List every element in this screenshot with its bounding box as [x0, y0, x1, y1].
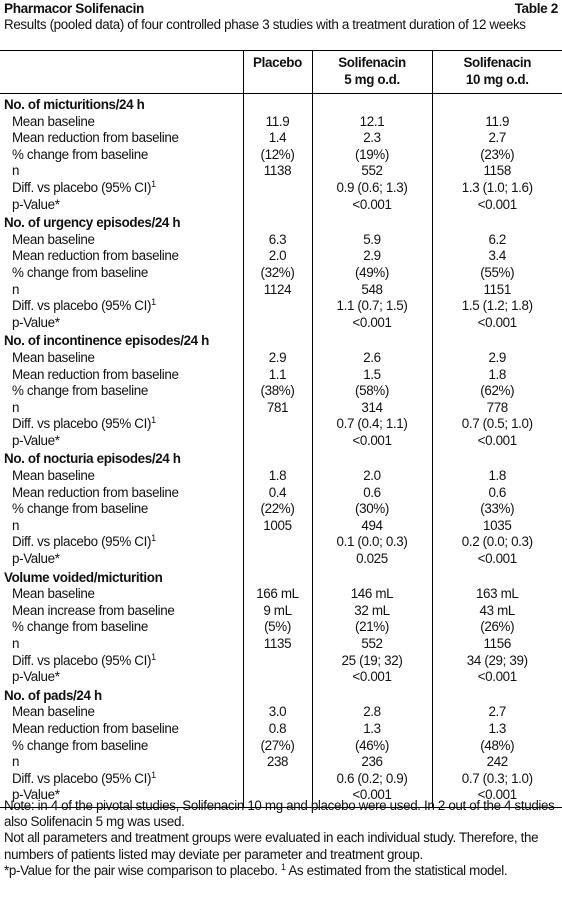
- row-value: 1135: [243, 636, 312, 653]
- table-row: [0, 653, 562, 670]
- row-value: (27%): [243, 738, 312, 755]
- row-value: (19%): [312, 147, 432, 164]
- row-label: % change from baseline: [12, 737, 148, 753]
- table-body: [0, 94, 562, 808]
- row-label: p-Value*: [0, 787, 243, 807]
- row-value: 34 (29; 39): [432, 653, 562, 670]
- row-value: 2.3: [312, 130, 432, 147]
- footnote-marker: 1: [151, 651, 156, 662]
- group-header-row: [0, 213, 562, 232]
- row-value: 1.4: [243, 130, 312, 147]
- group-header-row: [0, 94, 562, 114]
- row-value: [243, 197, 312, 214]
- row-value: 2.9: [312, 248, 432, 265]
- table-row: [0, 130, 562, 147]
- row-label: Mean reduction from baseline: [12, 366, 179, 382]
- row-value: 1.8: [432, 468, 562, 485]
- row-value: 25 (19; 32): [312, 653, 432, 670]
- row-value: 1156: [432, 636, 562, 653]
- row-value: 12.1: [312, 114, 432, 131]
- row-value: <0.001: [312, 433, 432, 450]
- row-value: (23%): [432, 147, 562, 164]
- row-label: Mean baseline: [12, 113, 95, 129]
- row-value: 2.6: [312, 350, 432, 367]
- table-row: [0, 619, 562, 636]
- table-row: [0, 367, 562, 384]
- results-table: [0, 50, 562, 808]
- row-value: 2.7: [432, 704, 562, 721]
- table-row: [0, 603, 562, 620]
- row-value: 1.8: [243, 468, 312, 485]
- table-row: [0, 721, 562, 738]
- row-label: n: [12, 163, 20, 179]
- table-row: [0, 298, 562, 315]
- row-label: Diff. vs placebo (95% CI)$^1$: [12, 533, 156, 550]
- row-value: 1.3 (1.0; 1.6): [432, 180, 562, 197]
- row-value: 6.2: [432, 232, 562, 249]
- row-label: n: [12, 399, 20, 415]
- footnote-marker: 1: [151, 415, 156, 426]
- row-value: [243, 669, 312, 686]
- group-header-empty-cell: [243, 94, 312, 114]
- group-header-row: [0, 686, 562, 705]
- row-label: Mean reduction from baseline: [12, 130, 179, 146]
- group-header-empty-cell: [432, 213, 562, 232]
- table-row: [0, 433, 562, 450]
- row-label: n: [12, 517, 20, 533]
- row-label: Mean baseline: [12, 468, 95, 484]
- row-value: (30%): [312, 501, 432, 518]
- row-value: 2.7: [432, 130, 562, 147]
- note-pivotal-studies: Note: in 4 of the pivotal studies, Solifenacin 10 mg and placebo were used. In 2 out of the 4 studies also Solifenacin 5 mg was used.: [4, 798, 555, 830]
- row-value: [243, 180, 312, 197]
- column-header-solifenacin-10mg: Solifenacin 10 mg o.d.: [432, 51, 562, 94]
- group-header-empty-cell: [243, 213, 312, 232]
- row-value: 242: [432, 754, 562, 771]
- table-row: [0, 163, 562, 180]
- row-value: 32 mL: [312, 603, 432, 620]
- row-value: 494: [312, 518, 432, 535]
- row-value: 3.4: [432, 248, 562, 265]
- row-value: 1035: [432, 518, 562, 535]
- row-value: (33%): [432, 501, 562, 518]
- row-value: [243, 416, 312, 433]
- table-row: [0, 197, 562, 214]
- table-row: [0, 534, 562, 551]
- table-row: [0, 636, 562, 653]
- row-label: Diff. vs placebo (95% CI)$^1$: [12, 651, 156, 668]
- column-header-solifenacin-5mg: Solifenacin 5 mg o.d.: [312, 51, 432, 94]
- row-label: % change from baseline: [12, 501, 148, 517]
- group-title: No. of nocturia episodes/24 h: [4, 451, 181, 467]
- row-value: <0.001: [432, 433, 562, 450]
- group-header-empty-cell: [312, 568, 432, 587]
- row-value: [243, 315, 312, 332]
- row-value: 552: [312, 163, 432, 180]
- row-value: (12%): [243, 147, 312, 164]
- table-row: [0, 468, 562, 485]
- row-label: % change from baseline: [12, 264, 148, 280]
- row-value: 1.8: [432, 367, 562, 384]
- row-value: <0.001: [432, 315, 562, 332]
- row-value: 0.025: [312, 551, 432, 568]
- row-value: (48%): [432, 738, 562, 755]
- row-value: [243, 653, 312, 670]
- group-header-empty-cell: [312, 686, 432, 705]
- table-row: [0, 754, 562, 771]
- footnote-marker: 1: [151, 769, 156, 780]
- row-label: Diff. vs placebo (95% CI)$^1$: [12, 415, 156, 432]
- row-value: 146 mL: [312, 586, 432, 603]
- group-title: No. of incontinence episodes/24 h: [4, 333, 209, 349]
- row-value: (55%): [432, 265, 562, 282]
- row-label: % change from baseline: [12, 383, 148, 399]
- row-value: (58%): [312, 383, 432, 400]
- row-value: 0.2 (0.0; 0.3): [432, 534, 562, 551]
- row-label: Mean baseline: [12, 231, 95, 247]
- row-value: [243, 771, 312, 788]
- row-value: (5%): [243, 619, 312, 636]
- row-value: [243, 551, 312, 568]
- table-row: [0, 315, 562, 332]
- footnote-marker: 1: [151, 297, 156, 308]
- row-label: Mean reduction from baseline: [12, 248, 179, 264]
- row-value: 548: [312, 282, 432, 299]
- row-value: 1151: [432, 282, 562, 299]
- group-title: No. of pads/24 h: [4, 687, 102, 703]
- row-value: <0.001: [432, 551, 562, 568]
- row-value: 0.6 (0.2; 0.9): [312, 771, 432, 788]
- row-value: 1.3: [432, 721, 562, 738]
- row-value: 236: [312, 754, 432, 771]
- row-value: [243, 298, 312, 315]
- group-header-empty-cell: [312, 94, 432, 114]
- row-label: % change from baseline: [12, 619, 148, 635]
- row-value: <0.001: [432, 787, 562, 807]
- row-value: <0.001: [432, 197, 562, 214]
- table-row: [0, 248, 562, 265]
- row-label: Mean baseline: [12, 704, 95, 720]
- table-row: [0, 704, 562, 721]
- group-title: No. of urgency episodes/24 h: [4, 215, 181, 231]
- table-row: [0, 147, 562, 164]
- row-value: 5.9: [312, 232, 432, 249]
- document-title: Pharmacor Solifenacin: [4, 1, 144, 16]
- row-value: 238: [243, 754, 312, 771]
- row-value: <0.001: [312, 315, 432, 332]
- table-row: [0, 265, 562, 282]
- group-header-empty-cell: [432, 331, 562, 350]
- row-value: 9 mL: [243, 603, 312, 620]
- table-row: [0, 771, 562, 788]
- group-header-empty-cell: [243, 568, 312, 587]
- row-value: <0.001: [312, 669, 432, 686]
- row-value: 166 mL: [243, 586, 312, 603]
- row-value: <0.001: [312, 787, 432, 807]
- row-value: <0.001: [312, 197, 432, 214]
- row-value: 163 mL: [432, 586, 562, 603]
- row-value: 1138: [243, 163, 312, 180]
- row-value: 2.0: [312, 468, 432, 485]
- row-value: (38%): [243, 383, 312, 400]
- row-label: Diff. vs placebo (95% CI)$^1$: [12, 769, 156, 786]
- table-row: [0, 400, 562, 417]
- table-row: [0, 518, 562, 535]
- note-footnotes: *p-Value for the pair wise comparison to placebo. $^1$ As estimated from the statistical model.: [4, 861, 508, 878]
- group-header-empty-cell: [312, 449, 432, 468]
- group-header-empty-cell: [312, 213, 432, 232]
- row-value: <0.001: [432, 669, 562, 686]
- table-header: [4, 0, 558, 32]
- group-header-empty-cell: [432, 568, 562, 587]
- group-header-empty-cell: [432, 686, 562, 705]
- group-header-empty-cell: [243, 331, 312, 350]
- table-row: [0, 738, 562, 755]
- row-value: 1.5 (1.2; 1.8): [432, 298, 562, 315]
- row-value: 314: [312, 400, 432, 417]
- table-row: [0, 232, 562, 249]
- row-label: n: [12, 636, 20, 651]
- table-row: [0, 383, 562, 400]
- row-value: 1.3: [312, 721, 432, 738]
- column-header-row: [0, 51, 562, 94]
- row-label: n: [12, 281, 20, 297]
- row-value: 6.3: [243, 232, 312, 249]
- row-label: n: [12, 754, 20, 770]
- row-value: 1158: [432, 163, 562, 180]
- row-label: p-Value*: [12, 669, 60, 685]
- table-row: [0, 350, 562, 367]
- row-value: 2.0: [243, 248, 312, 265]
- row-value: 43 mL: [432, 603, 562, 620]
- row-value: 0.6: [312, 485, 432, 502]
- row-value: 1124: [243, 282, 312, 299]
- row-label: p-Value*: [12, 432, 60, 448]
- row-value: 0.8: [243, 721, 312, 738]
- table-row: [0, 485, 562, 502]
- row-value: (26%): [432, 619, 562, 636]
- group-header-empty-cell: [243, 686, 312, 705]
- row-value: (62%): [432, 383, 562, 400]
- group-header-empty-cell: [243, 449, 312, 468]
- row-label: Mean increase from baseline: [12, 602, 175, 618]
- row-value: 2.8: [312, 704, 432, 721]
- table-row: [0, 501, 562, 518]
- group-header-row: [0, 568, 562, 587]
- group-header-empty-cell: [432, 94, 562, 114]
- row-value: 0.9 (0.6; 1.3): [312, 180, 432, 197]
- group-header-empty-cell: [312, 331, 432, 350]
- row-label: Mean reduction from baseline: [12, 720, 179, 736]
- table-row: [0, 114, 562, 131]
- row-label: p-Value*: [12, 196, 60, 212]
- table-label: Table 2: [514, 1, 558, 16]
- row-value: 2.9: [243, 350, 312, 367]
- row-value: 0.7 (0.5; 1.0): [432, 416, 562, 433]
- group-header-row: [0, 449, 562, 468]
- table-row: [0, 551, 562, 568]
- row-value: (22%): [243, 501, 312, 518]
- row-value: 1.1: [243, 367, 312, 384]
- column-header-label: [0, 51, 243, 94]
- row-label: Diff. vs placebo (95% CI)$^1$: [12, 297, 156, 314]
- row-value: (49%): [312, 265, 432, 282]
- row-value: 0.7 (0.3; 1.0): [432, 771, 562, 788]
- row-value: 1.5: [312, 367, 432, 384]
- row-value: 0.7 (0.4; 1.1): [312, 416, 432, 433]
- row-value: 1.1 (0.7; 1.5): [312, 298, 432, 315]
- row-value: [243, 534, 312, 551]
- row-value: 0.1 (0.0; 0.3): [312, 534, 432, 551]
- row-value: 11.9: [243, 114, 312, 131]
- table-row: [0, 282, 562, 299]
- row-label: Diff. vs placebo (95% CI)$^1$: [12, 178, 156, 195]
- note-parameters: Not all parameters and treatment groups were evaluated in each individual study. Therefore, the numbers of patients listed may deviate per parameter and treatment group.: [4, 830, 539, 862]
- row-label: p-Value*: [12, 314, 60, 330]
- table-row: [0, 586, 562, 603]
- group-title: No. of micturitions/24 h: [4, 97, 145, 112]
- row-value: 0.4: [243, 485, 312, 502]
- row-value: 0.6: [432, 485, 562, 502]
- table-row: [0, 180, 562, 197]
- footnote-marker: 1: [151, 533, 156, 544]
- group-header-empty-cell: [432, 449, 562, 468]
- row-value: 3.0: [243, 704, 312, 721]
- row-label: Mean reduction from baseline: [12, 484, 179, 500]
- title-row: [4, 0, 558, 17]
- row-value: (32%): [243, 265, 312, 282]
- row-value: 781: [243, 400, 312, 417]
- table-row: [0, 669, 562, 686]
- row-value: 778: [432, 400, 562, 417]
- table-subtitle: Results (pooled data) of four controlled phase 3 studies with a treatment duration of 12 weeks: [4, 17, 526, 32]
- row-label: p-Value*: [12, 551, 60, 567]
- row-label: Mean baseline: [12, 349, 95, 365]
- footnote-marker: 1: [151, 178, 156, 189]
- row-value: 1005: [243, 518, 312, 535]
- row-value: (21%): [312, 619, 432, 636]
- column-header-placebo: Placebo: [243, 51, 312, 94]
- row-value: 11.9: [432, 114, 562, 131]
- table-row: [0, 416, 562, 433]
- row-value: [243, 433, 312, 450]
- row-value: 2.9: [432, 350, 562, 367]
- row-value: (46%): [312, 738, 432, 755]
- group-title: Volume voided/micturition: [4, 569, 163, 585]
- table-notes: [4, 798, 560, 879]
- row-label: Mean baseline: [12, 586, 95, 602]
- row-value: 552: [312, 636, 432, 653]
- group-header-row: [0, 331, 562, 350]
- row-label: % change from baseline: [12, 146, 148, 162]
